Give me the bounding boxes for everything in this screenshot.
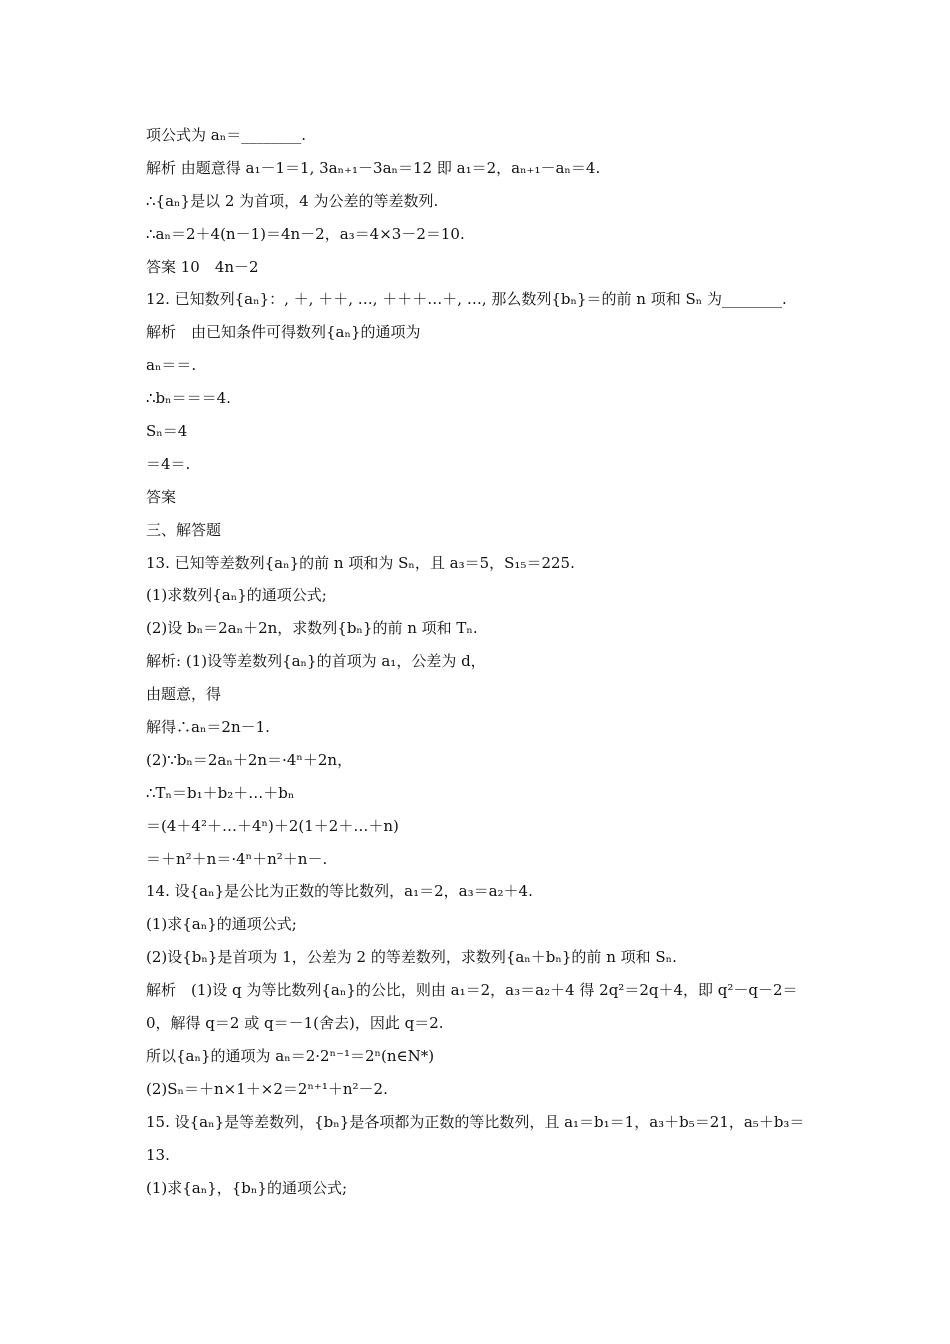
text-line: 14. 设{aₙ}是公比为正数的等比数列，a₁＝2，a₃＝a₂＋4. (146, 882, 533, 901)
text-line: (1)求{aₙ}，{bₙ}的通项公式; (146, 1178, 347, 1197)
document-page (146, 119, 826, 1204)
text-line: 解析: (1)设等差数列{aₙ}的首项为 a₁，公差为 d， (146, 652, 486, 671)
text-line: 解析 由已知条件可得数列{aₙ}的通项为 (146, 323, 421, 342)
text-line: ＝(4＋4²＋…＋4ⁿ)＋2(1＋2＋…＋n) (146, 816, 399, 835)
text-line: ＝＋n²＋n＝·4ⁿ＋n²＋n－. (146, 849, 328, 868)
text-line: ∴aₙ＝2＋4(n－1)＝4n－2，a₃＝4×3－2＝10. (146, 224, 465, 243)
text-line: 解析 (1)设 q 为等比数列{aₙ}的公比，则由 a₁＝2，a₃＝a₂＋4 得 2q²＝2q＋4，即 q²－q－2＝ (146, 981, 798, 1000)
text-line: 解得∴aₙ＝2n－1. (146, 718, 270, 737)
text-line: (2)∵bₙ＝2aₙ＋2n＝·4ⁿ＋2n， (146, 750, 353, 769)
text-line: 答案 10 4n－2 (146, 257, 259, 276)
text-line: 项公式为 aₙ＝________. (146, 126, 306, 144)
text-line: 0，解得 q＝2 或 q＝－1(舍去)，因此 q＝2. (146, 1014, 444, 1033)
text-line: 答案 (146, 487, 177, 506)
text-line: 13. (146, 1145, 170, 1164)
text-line: (2)设 bₙ＝2aₙ＋2n，求数列{bₙ}的前 n 项和 Tₙ. (146, 619, 478, 638)
text-line: ∴Tₙ＝b₁＋b₂＋…＋bₙ (146, 783, 295, 802)
section-heading: 三、解答题 (146, 520, 222, 539)
text-line: 13. 已知等差数列{aₙ}的前 n 项和为 Sₙ，且 a₃＝5，S₁₅＝225. (146, 553, 575, 572)
text-line: (2)设{bₙ}是首项为 1，公差为 2 的等差数列，求数列{aₙ＋bₙ}的前 n 项和 Sₙ. (146, 948, 677, 967)
text-line: (1)求数列{aₙ}的通项公式; (146, 586, 327, 605)
text-line: ∴{aₙ}是以 2 为首项，4 为公差的等差数列. (146, 191, 439, 210)
text-line: ∴bₙ＝＝＝4. (146, 389, 231, 408)
text-line: (1)求{aₙ}的通项公式; (146, 915, 297, 934)
text-line: 由题意，得 (146, 685, 222, 704)
text-line: 15. 设{aₙ}是等差数列，{bₙ}是各项都为正数的等比数列，且 a₁＝b₁＝1，a₃＋b₅＝21，a₅＋b₃＝ (146, 1112, 805, 1131)
text-line: 解析 由题意得 a₁－1＝1, 3aₙ₊₁－3aₙ＝12 即 a₁＝2，aₙ₊₁－aₙ＝4. (146, 158, 601, 177)
text-line: 12. 已知数列{aₙ}：, ＋, ＋＋, …, ＋＋＋…＋, …, 那么数列{bₙ}＝的前 n 项和 Sₙ 为________. (146, 290, 787, 309)
text-line: Sₙ＝4 (146, 422, 188, 441)
text-line: aₙ＝＝. (146, 356, 197, 375)
text-line: 所以{aₙ}的通项为 aₙ＝2·2ⁿ⁻¹＝2ⁿ(n∈N*) (146, 1046, 435, 1065)
text-line: ＝4＝. (146, 454, 191, 473)
text-line: (2)Sₙ＝＋n×1＋×2＝2ⁿ⁺¹＋n²－2. (146, 1079, 388, 1098)
